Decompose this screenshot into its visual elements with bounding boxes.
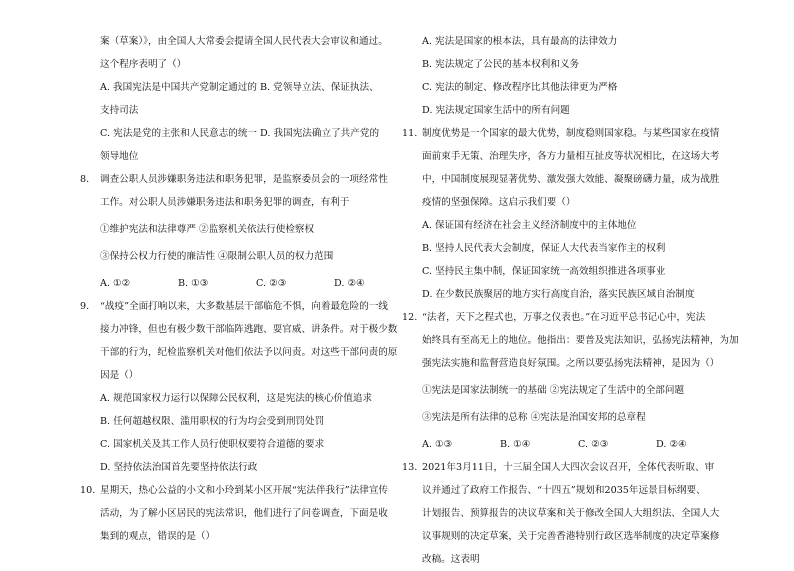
line-text: A. 宪法是国家的根本法，具有最高的法律效力 — [422, 36, 618, 47]
line-text: 调查公职人员涉嫌职务违法和职务犯罪，是监察委员会的一项经常性 — [100, 174, 388, 185]
question-number: 9. — [80, 301, 90, 312]
text-line — [80, 99, 410, 122]
line-text: D. 在少数民族聚居的地方实行高度自治，落实民族区域自治制度 — [422, 289, 695, 300]
text-line — [402, 76, 734, 99]
text-line — [80, 456, 410, 479]
text-line — [402, 237, 734, 260]
question-number: 8. — [80, 174, 90, 185]
question-first-line — [402, 306, 734, 329]
line-text: 疫情的坚强保障。这启示我们要（） — [422, 197, 576, 208]
line-text: ③宪法是所有法律的总称 ④宪法是治国安邦的总章程 — [422, 412, 646, 423]
line-text: 2021年3月11日，十三届全国人大四次会议召开，全体代表听取、审 — [422, 462, 715, 473]
line-text: 议并通过了政府工作报告、“十四五”规划和2035年远景目标纲要、 — [422, 485, 706, 496]
text-line — [80, 218, 410, 241]
line-text: B. 任何超越权限、滥用职权的行为均会受到刑罚处罚 — [100, 416, 325, 427]
text-line — [80, 30, 410, 53]
question-number: 11. — [402, 128, 418, 139]
question-first-line — [80, 295, 410, 318]
line-text: C. 国家机关及其工作人员行使职权要符合道德的要求 — [100, 439, 325, 450]
question-number: 10. — [80, 485, 96, 496]
answer-option: C. ②③ — [256, 278, 287, 289]
text-line — [80, 341, 410, 364]
text-line — [80, 245, 410, 268]
line-text: 计划报告、预算报告的决议草案和关于修改全国人大组织法、全国人大 — [422, 508, 720, 519]
text-line — [402, 329, 739, 352]
question-first-line — [402, 122, 734, 145]
line-text: D. 宪法规定国家生活中的所有问题 — [422, 105, 570, 116]
answer-option: B. ①③ — [178, 278, 209, 289]
text-line — [402, 548, 734, 571]
text-line — [402, 214, 734, 237]
right-column — [402, 30, 739, 571]
text-line — [402, 502, 734, 525]
answer-option: A. ①③ — [422, 439, 453, 450]
answer-option: D. ②④ — [334, 278, 365, 289]
text-line — [402, 406, 734, 429]
line-text: C. 宪法的制定、修改程序比其他法律更为严格 — [422, 82, 618, 93]
answer-option: D. ②④ — [656, 439, 687, 450]
text-line — [80, 145, 410, 168]
text-line — [80, 364, 410, 387]
text-line — [80, 191, 410, 214]
text-line — [402, 352, 734, 375]
text-line — [402, 479, 734, 502]
line-text: 干部的行为，纪检监察机关对他们依法予以问责。对这些干部问责的原 — [100, 347, 398, 358]
text-line — [80, 502, 410, 525]
line-text: ③保持公权力行使的廉洁性 ④限制公职人员的权力范围 — [100, 251, 334, 262]
text-line — [402, 525, 734, 548]
option-row — [402, 433, 734, 456]
line-text: “法者，天下之程式也，万事之仪表也。”在习近平总书记心中，宪法 — [422, 312, 706, 323]
text-line — [402, 99, 734, 122]
text-line — [402, 30, 734, 53]
line-text: 工作。对公职人员涉嫌职务违法和职务犯罪的调查，有利于 — [100, 197, 350, 208]
question-first-line — [80, 168, 410, 191]
line-text: 接力冲锋，但也有极少数干部临阵逃跑、耍官威、讲条件。对于极少数 — [100, 324, 398, 335]
line-text: A. 我国宪法是中国共产党制定通过的 B. 党领导立法、保证执法、 — [100, 82, 379, 93]
answer-option: C. ②③ — [578, 439, 609, 450]
line-text: 议事规则的决定草案，关于完善香港特别行政区选举制度的决定草案修 — [422, 531, 720, 542]
line-text: B. 坚持人民代表大会制度，保证人大代表当家作主的权利 — [422, 243, 666, 254]
left-column — [80, 30, 410, 548]
text-line — [402, 145, 734, 168]
line-text: 制度优势是一个国家的最大优势，制度稳则国家稳。与某些国家在疫情 — [422, 128, 720, 139]
line-text: 改稿。这表明 — [422, 554, 480, 565]
line-text: 这个程序表明了（） — [100, 59, 187, 70]
line-text: B. 宪法规定了公民的基本权利和义务 — [422, 59, 580, 70]
line-text: 面前束手无策、治理失序，各方力量相互扯皮等状况相比，在这场大考 — [422, 151, 720, 162]
line-text: C. 坚持民主集中制，保证国家统一高效组织推进各项事业 — [422, 266, 666, 277]
line-text: 中，中国制度展现显著优势、激发强大效能、凝聚磅礴力量，成为战胜 — [422, 174, 720, 185]
line-text: 活动，为了解小区居民的宪法常识，他们进行了问卷调查，下面是收 — [100, 508, 388, 519]
line-text: 因是（） — [100, 370, 139, 381]
line-text: 领导地位 — [100, 151, 139, 162]
text-line — [402, 191, 734, 214]
text-line — [402, 260, 734, 283]
option-row — [80, 272, 410, 295]
line-text: 星期天，热心公益的小文和小玲到某小区开展“宪法伴我行”法律宣传 — [100, 485, 389, 496]
line-text: ①宪法是国家法制统一的基础 ②宪法规定了生活中的全部问题 — [422, 385, 685, 396]
text-line — [402, 379, 734, 402]
text-line — [80, 53, 410, 76]
question-number: 13. — [402, 462, 418, 473]
line-text: D. 坚持依法治国首先要坚持依法行政 — [100, 462, 258, 473]
question-number: 12. — [402, 312, 418, 323]
question-first-line — [80, 479, 410, 502]
line-text: 强宪法实施和监督营造良好氛围。之所以要弘扬宪法精神，是因为（） — [422, 358, 720, 369]
line-text: A. 规范国家权力运行以保障公民权利，这是宪法的核心价值追求 — [100, 393, 373, 404]
text-line — [80, 318, 410, 341]
line-text: 集到的观点，错误的是（） — [100, 531, 216, 542]
line-text: “战疫”全面打响以来，大多数基层干部临危不惧，向着最危险的一线 — [100, 301, 389, 312]
text-line — [80, 387, 410, 410]
text-line — [80, 410, 410, 433]
line-text: 案（草案）》，由全国人大常委会提请全国人民代表大会审议和通过。 — [100, 36, 388, 47]
line-text: 支持司法 — [100, 105, 139, 116]
text-line — [80, 433, 410, 456]
text-line — [80, 122, 410, 145]
text-line — [80, 525, 410, 548]
text-line — [402, 283, 734, 306]
line-text: 始终具有至高无上的地位。他指出：要普及宪法知识，弘扬宪法精神，为加 — [422, 335, 739, 346]
line-text: A. 保证国有经济在社会主义经济制度中的主体地位 — [422, 220, 637, 231]
text-line — [402, 53, 734, 76]
line-text: ①维护宪法和法律尊严 ②监察机关依法行使检察权 — [100, 224, 315, 235]
answer-option: A. ①② — [100, 278, 131, 289]
answer-option: B. ①④ — [500, 439, 531, 450]
text-line — [80, 76, 410, 99]
line-text: C. 宪法是党的主张和人民意志的统一 D. 我国宪法确立了共产党的 — [100, 128, 380, 139]
text-line — [402, 168, 734, 191]
question-first-line — [402, 456, 734, 479]
